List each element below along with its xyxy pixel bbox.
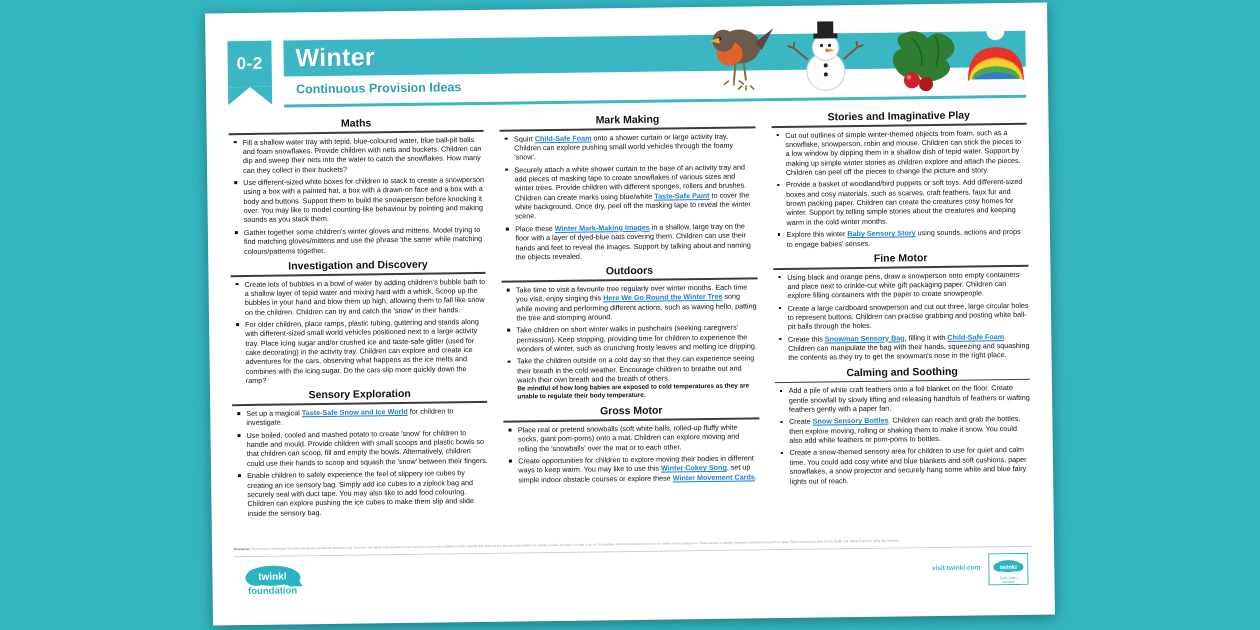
snowman-icon <box>787 21 864 91</box>
activity-item <box>786 177 1028 227</box>
activity-list <box>232 406 489 518</box>
activity-text: using sounds, actions and props to engage babies' senses. <box>786 227 1021 249</box>
activity-text: Create opportunities for children to explore moving their bodies in different ways to keep warm. You may like to use this <box>518 453 754 475</box>
activity-text: Create this <box>787 334 825 344</box>
activity-item <box>514 162 756 221</box>
section-heading: Maths <box>340 117 372 130</box>
activity-list <box>771 127 1028 249</box>
activity-item <box>246 406 488 428</box>
activity-item <box>518 422 760 453</box>
visit-link[interactable]: visit twinkl.com <box>931 564 981 572</box>
activity-item <box>516 323 758 354</box>
age-range-flag <box>227 41 272 88</box>
activity-text: Create <box>789 417 813 427</box>
activity-text: Cut out outlines of simple winter-themed objects from foam, such as a snowflake, snowperson, robin and mouse. Children can stick the pieces to a low window by dipping them in a shallow dish of tepid water. Support by making up simple winter stories as children explore and attach the pieces. Children can peel off the pieces to change the picture and story. <box>785 127 1022 177</box>
activity-item <box>518 453 760 484</box>
activity-text: Use different-sized white boxes for children to stack to create a snowperson using a box with a painted hat, a box with a drawn-on face and a box with a body and buttons. Support them to build the snowperson before knocking it over. You may like to model counting-like behaviour by pointing and making sounds as you stack them. <box>243 174 485 225</box>
svg-text:Early Years: Early Years <box>999 575 1018 580</box>
resource-link[interactable]: Winter Movement Cards <box>672 472 755 483</box>
activity-item <box>517 354 759 402</box>
holly-icon <box>892 31 955 92</box>
activity-text: for children to investigate. <box>246 406 454 428</box>
activity-item <box>247 468 489 518</box>
worksheet-page <box>205 3 1055 626</box>
activity-item <box>243 134 485 175</box>
section-heading: Gross Motor <box>599 405 663 418</box>
activity-item <box>243 175 485 225</box>
activity-list <box>504 422 760 484</box>
resource-link[interactable]: Snowman Sensory Bag <box>824 333 905 344</box>
activity-text: . Children can reach and grab the bottles, then explore moving, rolling or shaking them to make it snow. You could also add white feathers or pom-poms to bottles. <box>789 414 1021 446</box>
activity-text: Take the children outside on a cold day so that they can experience seeing their breath in the cold weather. Encourage children to breathe out and watch their own breath and the breath of others. <box>516 353 755 385</box>
activity-text: to cover the white background. Once dry, peel off the masking tape to reveal the winter scene. <box>514 190 751 221</box>
activity-list <box>502 282 759 402</box>
activity-text: Securely attach a white shower curtain to the base of an activity tray and add pieces of masking tape to create snowflakes of various sizes and winter trees. Provide children with different sponges, rollers and brushes. Children can create marks using blue/white <box>514 162 747 203</box>
resource-link[interactable]: Winter Cokey Song <box>660 463 727 474</box>
resource-link[interactable]: Baby Sensory Story <box>847 228 916 239</box>
activity-list <box>231 276 488 385</box>
robin-icon <box>709 28 774 91</box>
page-header <box>227 21 1026 113</box>
activity-item <box>788 331 1030 362</box>
activity-text: Enable children to safely experience the feel of slippery ice cubes by creating an ice sensory bag. Simply add ice cubes to a ziplock bag and securely seal with duct tape. You may also like to add food colouring. Children can explore pushing the ice cubes to make them slip and slide inside the sensory bag. <box>247 468 475 518</box>
activity-item <box>785 127 1027 177</box>
activity-text: For older children, place ramps, plastic tubing, guttering and stands along with different-sized small world vehicles positioned next to a large activity tray. Place icing sugar and/or crushed ice and taste-safe glitter (used for cake decorating) in the activity tray. Children can explore and create ice adventures for the cars, observing what happens as the ice melts and combines with the icing sugar. Do the cars slip more quickly down the ramp? <box>245 316 479 386</box>
activity-text: Create lots of bubbles in a bowl of water by adding children's bubble bath to a shallow layer of tepid water and mixing hard with a whisk. Scoop up the bubbles in your hand and blow them up high, allowing them to fall like snow on the children. Children can try and catch the 'snow' in their hands. <box>244 276 486 317</box>
content-column-3 <box>771 107 1032 538</box>
activity-list <box>229 134 486 256</box>
activity-text: Take children on short winter walks in pushchairs (seeking caregivers' permission). Keep stopping, providing time for children to experience the wonders of winter, such as crunching frosty leaves and melting ice dripping. <box>516 322 757 354</box>
activity-text: Explore this winter <box>786 229 848 240</box>
resource-link[interactable]: Winter Mark-Making Images <box>554 222 650 233</box>
activity-text: Fill a shallow water tray with tepid, blue-coloured water, blue ball-pit balls and foam snowflakes. Provide children with nets and buckets. Children can dip and sweep their nets into the water to catch the snowflakes. How many can they collect in their buckets? <box>242 134 482 175</box>
activity-item <box>787 269 1029 300</box>
activity-item <box>789 445 1031 486</box>
activity-text: , filling it with <box>904 332 948 343</box>
svg-text:twinkl: twinkl <box>258 571 287 583</box>
header-decorations <box>695 17 1026 101</box>
activity-item <box>246 428 488 469</box>
section-heading: Sensory Exploration <box>308 388 411 402</box>
content-column-1 <box>228 114 489 545</box>
activity-text: Place real or pretend snowballs (soft white balls, rolled-up fluffy white socks, giant pom-poms) onto a mat. Children can explore moving and rolling the 'snowballs' over the mat or to each other. <box>517 422 740 454</box>
section-heading: Fine Motor <box>873 252 928 265</box>
activity-text: Add a pile of white craft feathers onto a foil blanket on the floor. Create gentle snowfall by slowly lifting and releasing handfuls of feathers or wafting feathers gently with a paper fan. <box>788 383 1030 414</box>
badge-svg <box>988 552 1028 585</box>
activity-text: Gather together some children's winter gloves and mittens. Model trying to find matching gloves/mittens and use the phrase 'the same' while matching colours/patterns together. <box>243 224 483 256</box>
disclaimer-label: Disclaimer: <box>234 546 251 552</box>
activity-text: song while moving and performing different actions, such as waving hello, patting the tree and stomping around. <box>516 291 757 323</box>
activity-item <box>788 300 1030 331</box>
resource-link[interactable]: Taste-Safe Snow and Ice World <box>301 406 408 418</box>
disclaimer-text: This resource is provided for informational and educational purposes only. To ensure the safety of the learners in your setting it is your responsibility to inform parents and carers of any potential risks before the activity is safely proceed. It is safe to do so, for example, over the shortened amount of ice cubes or icing, dangerous. These contact is suitably classified professional, hazards or injury. Twinkl is not responsible for the health and safety of anyone using any resource. <box>251 538 900 551</box>
activity-item <box>245 276 487 317</box>
resource-link[interactable]: Here We Go Round the Winter Tree <box>603 292 723 303</box>
activity-text: in a shallow, large tray on the floor with a layer of dyed-blue oats covering them. Children can use their hands and feet to reveal the images. Support by talking about and naming the objects revealed. <box>515 221 751 262</box>
activity-item <box>244 225 486 256</box>
activity-text: Set up a magical <box>246 408 302 419</box>
activity-text: Take time to visit a favourite tree regularly over winter months. Each time you visit, enjoy singing this <box>515 282 748 304</box>
page-subtitle: Continuous Provision Ideas <box>295 80 462 97</box>
section-heading: Outdoors <box>605 264 654 278</box>
foundation-logo-svg <box>242 564 314 599</box>
resource-link[interactable]: Child-Safe Foam <box>947 331 1005 342</box>
twinkl-badge[interactable] <box>988 552 1028 585</box>
activity-item <box>514 131 756 162</box>
activity-text: . <box>754 472 757 482</box>
activity-text: onto a shower curtain or large activity tray. Children can explore pushing small world vehicles through the foamy 'snow'. <box>514 131 734 162</box>
svg-text:foundation: foundation <box>247 585 298 597</box>
footer-row <box>234 546 1033 600</box>
svg-text:twinkl: twinkl <box>999 564 1017 571</box>
safety-note: Be mindful of how long babies are exposed to cold temperatures as they are unable to regulate their body temperature. <box>517 382 750 401</box>
age-range-label: 0-2 <box>236 53 263 74</box>
resource-link[interactable]: Taste-Safe Paint <box>654 190 710 201</box>
page-title: Winter <box>295 43 376 73</box>
page-inner <box>227 21 1033 611</box>
activity-item <box>789 383 1031 414</box>
page-footer <box>234 537 1033 611</box>
activity-text: Create a snow-themed sensory area for children to use for quiet and calm time. You could add cosy white and blue blankets and soft cushions, paper snowflakes, a snow projector and securely hang some white and blue fairy lights out of reach. <box>789 445 1027 486</box>
decorations-svg <box>695 17 1026 101</box>
section-heading: Mark Making <box>595 113 660 127</box>
resource-link[interactable]: Snow Sensory Bottles <box>812 416 889 427</box>
activity-text: Place these <box>515 223 555 234</box>
section-heading: Investigation and Discovery <box>288 258 428 273</box>
activity-text: Use boiled, cooled and mashed potato to create 'snow' for children to handle and mould. Provide children with small scoops and plastic bowls so that children can scoop, fill and empty the bowls. Alternatively, children could use their hands to scoop and squash the 'snow' between their fingers. <box>246 427 488 468</box>
activity-item <box>516 282 758 323</box>
activity-text: Provide a basket of woodland/bird puppets or soft toys. Add different-sized boxes and cosy materials, such as scarves, craft feathers, faux fur and brown packing paper. Children can create the creatures cosy homes for winter. Support by telling simple stories about the creatures and keeping warm in the cold winter months. <box>785 177 1023 227</box>
activity-text: . Children can manipulate the bag with their hands, squeezing and squashing the contents as they try to get the snowman's nose in the right place. <box>788 331 1030 363</box>
section-heading: Stories and Imaginative Play <box>827 109 971 124</box>
resource-link[interactable]: Child-Safe Foam <box>534 133 592 143</box>
activity-list <box>773 269 1029 363</box>
activity-text: , set up simple indoor obstacle courses or explore these <box>518 462 751 485</box>
twinkl-foundation-logo[interactable] <box>242 564 315 604</box>
activity-item <box>789 414 1031 445</box>
section-heading: Calming and Soothing <box>846 365 958 379</box>
activity-text: Using black and orange pens, draw a snowperson onto empty containers and place next to crinkle-cut white gift packaging paper. Children can explore filling containers with the paper to create snowpeople. <box>787 269 1020 301</box>
activity-item <box>515 221 757 262</box>
activity-text: Create a large cardboard snowperson and cut out three, large circular holes to represent buttons. Children can practise grabbing and posting white ball-pit balls through the holes. <box>787 300 1029 332</box>
activity-list <box>500 131 757 262</box>
activity-list <box>775 383 1032 486</box>
bobble-hat-icon <box>965 22 1026 92</box>
svg-text:Network: Network <box>1002 579 1015 584</box>
activity-item <box>787 227 1029 249</box>
content-columns <box>228 107 1032 545</box>
activity-item <box>245 317 487 386</box>
activity-text: Squirt <box>513 133 535 144</box>
content-column-2 <box>500 110 761 541</box>
